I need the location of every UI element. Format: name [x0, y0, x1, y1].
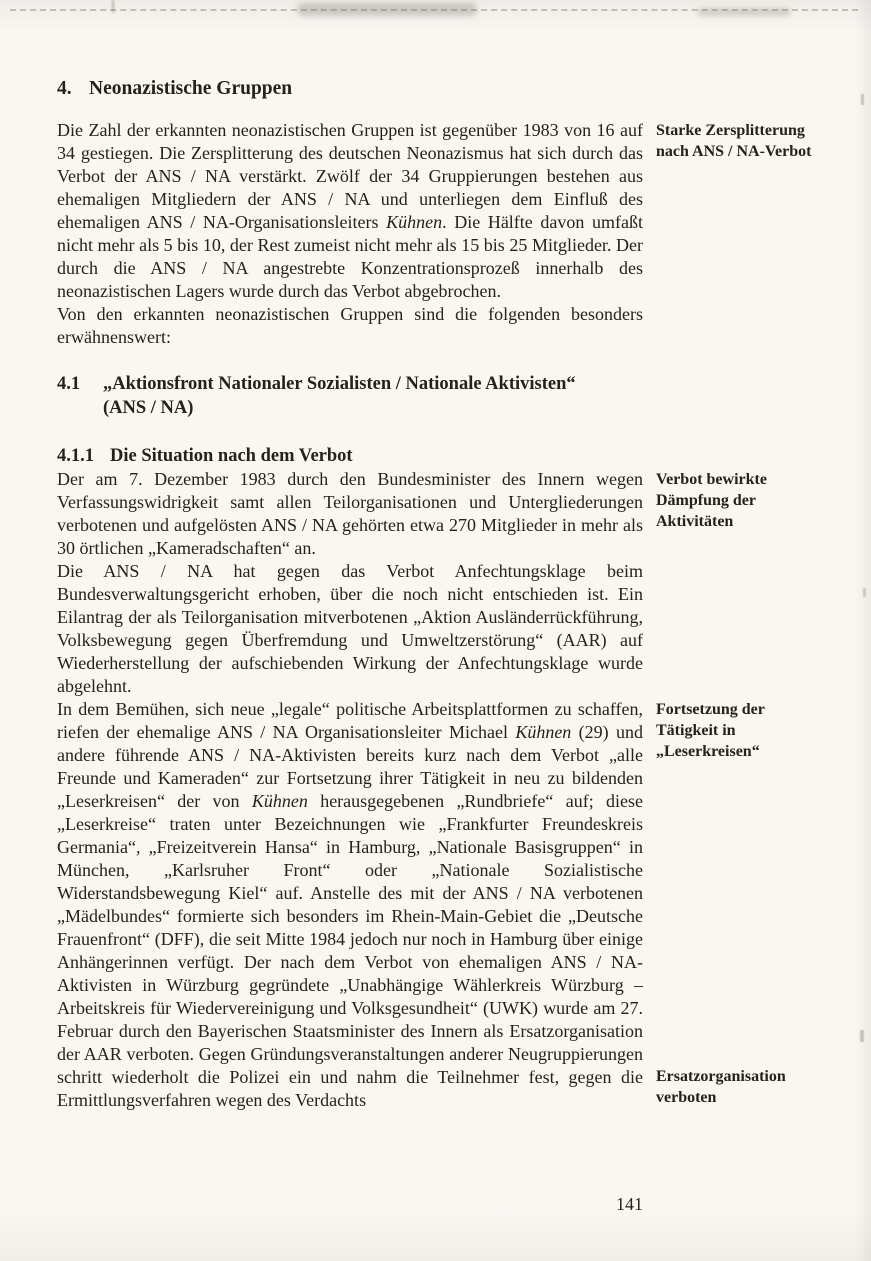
- chapter-number: 4.: [57, 78, 72, 99]
- text-block: [57, 76, 812, 1112]
- section-number: 4.1: [57, 374, 81, 394]
- paragraph: In dem Bemühen, sich neue „legale“ politische Arbeitsplattformen zu schaffen, riefen der ehemalige ANS / NA Organisationsleiter Michael Kühnen (29) und andere führende ANS / NA-Aktivisten bereits kurz nach dem Verbot „alle Freunde und Kameraden“ zur Fortsetzung ihrer Tätigkeit in neu zu bildenden „Leserkreisen“ der von Kühnen herausgegebenen „Rundbriefe“ auf; diese „Leserkreise“ traten unter Bezeichnungen wie „Frankfurter Freundeskreis Germania“, „Freizeitverein Hansa“ in Hamburg, „Nationale Basisgruppen“ in München, „Karlsruher Front“ oder „Nationale Sozialistische Widerstandsbewegung Kiel“ auf. Anstelle des mit der ANS / NA verbotenen „Mädelbundes“ formierte sich besonders im Rhein-Main-Gebiet die „Deutsche Frauenfront“ (DFF), die seit Mitte 1984 jedoch nur noch in Hamburg über einige Anhängerinnen verfügt. Der nach dem Verbot von ehemaligen ANS / NA-Aktivisten in Würzburg gegründete „Unabhängige Wählerkreis Würzburg – Arbeitskreis für Wiedervereinigung und Volksgesundheit“ (UWK) wurde am 27. Februar durch den Bayerischen Staatsminister des Innern als Ersatzorganisation der AAR verboten. Gegen Gründungsveranstaltungen anderer Neugruppierungen schritt wiederholt die Polizei ein und nahm die Teilnehmer fest, gegen die Ermittlungsverfahren wegen des Verdachts: [57, 699, 643, 1110]
- scan-artifact-smudge: [298, 3, 476, 16]
- section-title: „Aktionsfront Nationaler Sozialisten / Nationale Aktivisten“: [103, 374, 576, 394]
- scan-artifact-speck: [860, 1030, 864, 1042]
- chapter-title: Neonazistische Gruppen: [89, 78, 293, 99]
- margin-note: Fortsetzung der Tätigkeit in „Leserkreisen“: [656, 701, 765, 760]
- section-subtitle: (ANS / NA): [103, 398, 194, 418]
- page-number: 141: [616, 1194, 643, 1214]
- margin-note: Starke Zersplitterung nach ANS / NA-Verbot: [656, 122, 812, 160]
- paragraph-group: [57, 468, 767, 560]
- scan-artifact-mark: [112, 0, 114, 13]
- margin-note: Verbot bewirkte Dämpfung der Aktivitäten: [656, 471, 767, 530]
- subsection-number: 4.1.1: [57, 446, 94, 466]
- paragraph: Der am 7. Dezember 1983 durch den Bundesminister des Innern wegen Verfassungswidrigkeit samt allen Teilorganisationen und Untergliederungen verbotenen und aufgelösten ANS / NA gehörten etwa 270 Mitglieder in mehr als 30 örtlichen „Kameradschaften“ an.: [57, 469, 643, 558]
- subsection-title: Die Situation nach dem Verbot: [110, 446, 353, 466]
- paragraph-group: [57, 698, 786, 1112]
- scan-artifact-smudge: [698, 8, 790, 16]
- scan-artifact-speck: [861, 94, 864, 105]
- section-heading: [57, 372, 643, 420]
- paragraph: Die Zahl der erkannten neonazistischen Gruppen ist gegenüber 1983 von 16 auf 34 gestiegen. Die Zersplitterung des deutschen Neonazismus hat sich durch das Verbot der ANS / NA verstärkt. Zwölf der 34 Gruppierungen bestehen aus ehemaligen Mitgliedern der ANS / NA und unterliegen dem Einfluß des ehemaligen ANS / NA-Organisationsleiters Kühnen. Die Hälfte davon umfaßt nicht mehr als 5 bis 10, der Rest zumeist nicht mehr als 15 bis 25 Mitglieder. Der durch die ANS / NA angestrebte Konzentrationsprozeß innerhalb des neonazistischen Lagers wurde durch das Verbot abgebrochen.: [57, 120, 644, 301]
- subsection-heading: [57, 444, 643, 468]
- paragraph: Die ANS / NA hat gegen das Verbot Anfechtungsklage beim Bundesverwaltungsgericht erhoben, über die noch nicht entschieden ist. Ein Eilantrag der als Teilorganisation mitverbotenen „Aktion Ausländerrückführung, Volksbewegung gegen Überfremdung und Umweltzerstörung“ (AAR) auf Wiederherstellung der aufschiebenden Wirkung der Anfechtungsklage wurde abgelehnt.: [57, 561, 643, 696]
- scan-artifact-speck: [863, 588, 866, 597]
- paragraph-group: [57, 119, 812, 303]
- chapter-heading: [57, 76, 643, 101]
- paragraph: Von den erkannten neonazistischen Gruppen sind die folgenden besonders erwähnenswert:: [57, 304, 643, 347]
- section-title-block: [103, 372, 576, 420]
- margin-note: Ersatzorganisation verboten: [656, 1068, 786, 1106]
